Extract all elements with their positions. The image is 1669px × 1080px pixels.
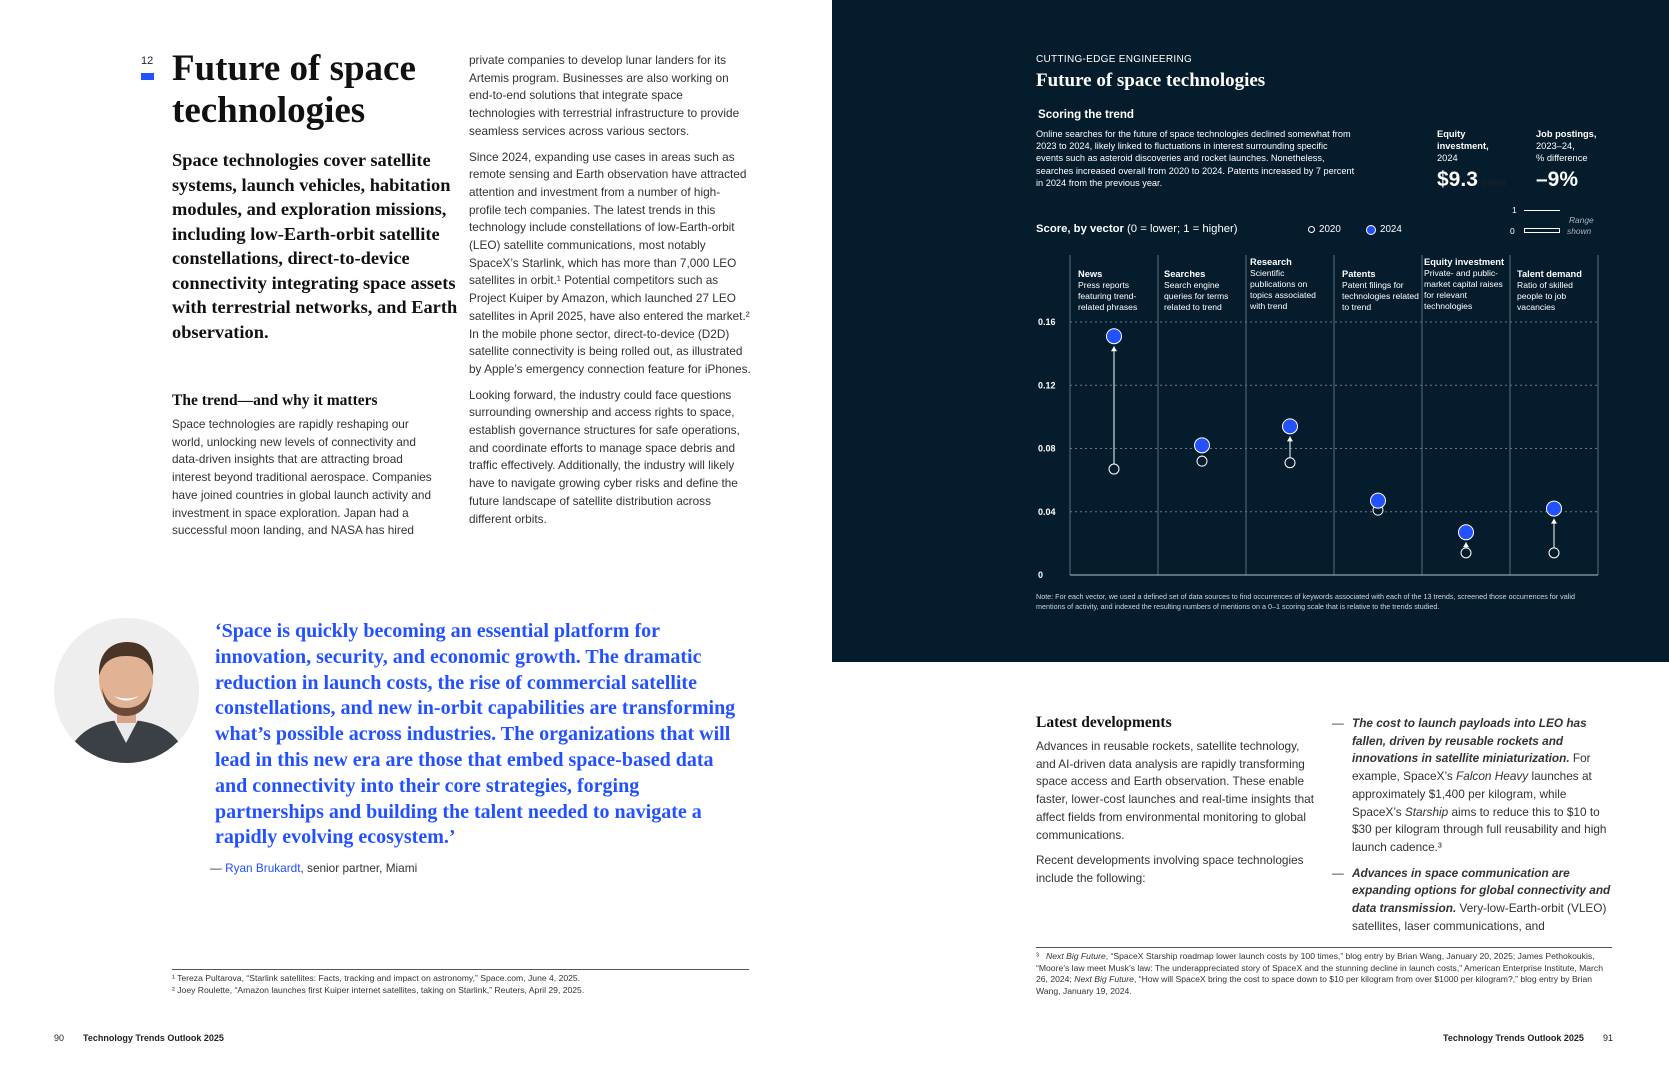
range-one: 1 <box>1512 205 1517 215</box>
legend-2024-marker <box>1366 225 1376 235</box>
equity-label-3: 2024 <box>1437 152 1458 163</box>
point-2024 <box>1195 438 1210 453</box>
y-tick-label: 0.04 <box>1038 506 1056 517</box>
footer-title-left: Technology Trends Outlook 2025 <box>83 1033 224 1043</box>
category-desc: Ratio of skilled people to job vacancies <box>1517 280 1573 312</box>
body-paragraph: private companies to develop lunar landers for its Artemis program. Businesses are also working on end-to-end solutions that integrate space technologies with terrestrial infrastructure to provide seamless services across various sectors. <box>469 53 740 138</box>
change-arrowhead <box>1463 542 1469 547</box>
jobs-label-3: % difference <box>1536 152 1588 163</box>
equity-unit: billion <box>1482 178 1506 189</box>
point-2024 <box>1547 501 1562 516</box>
author-role: , senior partner, Miami <box>300 861 418 875</box>
range-label-1: Range <box>1569 215 1594 225</box>
page-number-right: 91 <box>1603 1033 1614 1043</box>
panel-title: Future of space technologies <box>1036 70 1266 91</box>
y-tick-label: 0.12 <box>1038 380 1056 391</box>
category-name: Searches <box>1164 269 1206 279</box>
developments-column-2 <box>1332 715 1617 943</box>
page-title: Future of space technologies <box>172 48 416 131</box>
avatar <box>54 618 199 763</box>
footnote-text: , “SpaceX Starship roadmap lower launch costs by 100 times,” blog entry by Brian Wang, January 20, 2025; James Pethokoukis, “Moore’s law meet Musk’s law: The underappreciated story of SpaceX and the stunning decline in launch costs,” American Enterprise Institute, March 26, 2024; <box>1036 951 1603 984</box>
bullet-italic: Starship <box>1404 804 1449 819</box>
category-name: Research <box>1250 257 1292 267</box>
panel-description: Online searches for the future of space technologies declined somewhat from 2023 to 2024, likely linked to fluctuations in interest surrounding specific events such as asteroid discoveries and rocket launches. Nonetheless, searches increased overall from 2020 to 2024. Patents increased by 7 percent in 2024 from the previous year. <box>1036 129 1355 188</box>
jobs-stat <box>1536 129 1626 192</box>
panel-note: Note: For each vector, we used a defined set of data sources to find occurrences of keywords associated with each of the 13 trends, screened those occurrences for valid mentions of activity, and indexed the resulting numbers of mentions on a 0–1 scoring scale that is relative to the trends studied. <box>1036 592 1575 611</box>
bullet-dash: — <box>1332 865 1344 880</box>
range-zero: 0 <box>1510 226 1515 236</box>
bullet-body: Very-low-Earth-orbit (VLEO) satellites, laser communications, and <box>1352 901 1607 933</box>
footnotes <box>172 973 749 996</box>
category-name: Talent demand <box>1517 269 1582 279</box>
footnote-divider <box>1036 947 1612 948</box>
footnote-number: ³ <box>1036 951 1039 961</box>
category-desc: Private- and public-market capital raises for relevant technologies <box>1424 268 1503 311</box>
y-tick-label: 0.08 <box>1038 443 1056 454</box>
equity-label-1: Equity <box>1437 129 1466 139</box>
y-tick-label: 0.16 <box>1038 317 1056 327</box>
footnote-italic: Next Big Future <box>1046 951 1106 961</box>
footnote-text: , “How will SpaceX bring the cost to space down to $10 per kilogram from over $1000 per kilogram?,” blog entry by Brian Wang, January 19, 2024. <box>1036 974 1593 996</box>
category-desc: Scientific publications on topics associated with trend <box>1250 268 1316 311</box>
point-2020 <box>1109 464 1119 474</box>
bullet-text <box>1352 865 1617 936</box>
change-arrowhead <box>1111 346 1117 351</box>
bullet-body: For example, SpaceX’s <box>1352 751 1591 784</box>
footnote: ² Joey Roulette, “Amazon launches first Kuiper internet satellites, taking on Starlink,” Reuters, April 29, 2025. <box>172 984 585 995</box>
category-name: Patents <box>1342 269 1376 279</box>
score-title-rest: (0 = lower; 1 = higher) <box>1123 223 1238 235</box>
point-2024 <box>1371 493 1386 508</box>
footer-title-right: Technology Trends Outlook 2025 <box>1443 1033 1584 1043</box>
jobs-value: –9% <box>1536 168 1579 192</box>
change-arrowhead <box>1287 436 1293 441</box>
bullet-dash: — <box>1332 716 1344 730</box>
body-paragraph: Advances in reusable rockets, satellite technology, and AI-driven data analysis are rapidly transforming space access and Earth observation. These enable faster, lower-cost launches and real-time insights that affect fields from environmental monitoring to global communications. <box>1036 739 1315 842</box>
equity-label-2: investment, <box>1437 140 1489 151</box>
quote-attribution <box>210 861 417 875</box>
y-tick-label: 0 <box>1038 570 1044 580</box>
category-name: Equity investment <box>1424 257 1505 267</box>
developments-column-1 <box>1036 738 1316 896</box>
section-heading-developments: Latest developments <box>1036 714 1172 731</box>
score-title <box>1036 223 1238 235</box>
footnote-divider <box>172 969 749 970</box>
portrait-illustration <box>54 618 199 763</box>
bullet-lead: The cost to launch payloads into LEO has fallen, driven by reusable rockets and innovations in satellite miniaturization. <box>1352 716 1587 766</box>
body-column-2 <box>469 52 751 536</box>
list-item <box>1332 865 1617 936</box>
bullet-italic: Falcon Heavy <box>1456 769 1529 784</box>
jobs-label-2: 2023–24, <box>1536 140 1575 151</box>
body-paragraph: Looking forward, the industry could face questions surrounding ownership and access rights to space, establish governance structures for safe operations, and coordinate efforts to manage space debris and traffic effectively. Additionally, the industry will likely have to navigate growing cyber risks and define the future landscape of satellite distribution across different orbits. <box>469 387 740 526</box>
category-desc: Search engine queries for terms related to trend <box>1164 280 1229 312</box>
point-2020 <box>1197 456 1207 466</box>
lead-paragraph: Space technologies cover satellite systems, launch vehicles, habitation modules, and exploration missions, including low-Earth-orbit satellite constellations, direct-to-device connectivity integrating space assets with terrestrial networks, and Earth observation. <box>172 150 458 342</box>
page-number-left: 90 <box>54 1033 65 1043</box>
panel-eyebrow: CUTTING-EDGE ENGINEERING <box>1036 54 1193 65</box>
point-2024 <box>1283 419 1298 434</box>
change-arrowhead <box>1551 519 1557 524</box>
range-label-2: shown <box>1567 226 1592 236</box>
category-name: News <box>1078 269 1103 279</box>
jobs-label-1: Job postings, <box>1536 129 1597 139</box>
category-desc: Press reports featuring trend-related phrases <box>1078 280 1138 312</box>
bullet-body: aims to reduce this to $10 to $30 per kilogram through full reusability and high launch cadence.³ <box>1352 804 1607 854</box>
point-2024 <box>1107 329 1122 344</box>
list-item <box>1332 715 1617 857</box>
bullet-body: launches at approximately $1,400 per kilogram, while SpaceX’s <box>1352 769 1592 819</box>
panel-subtitle: Scoring the trend <box>1038 108 1134 121</box>
footnote-italic: Next Big Future <box>1074 974 1134 984</box>
legend-2024-label: 2024 <box>1380 224 1402 235</box>
footnotes <box>1036 951 1612 997</box>
bullet-text <box>1352 715 1617 857</box>
point-2020 <box>1549 548 1559 558</box>
point-2020 <box>1461 548 1471 558</box>
body-paragraph: Recent developments involving space technologies include the following: <box>1036 853 1304 885</box>
legend-2024 <box>1366 224 1402 235</box>
legend-2020-label: 2020 <box>1319 224 1341 235</box>
equity-stat <box>1437 129 1527 192</box>
score-title-bold: Score, by vector <box>1036 223 1124 235</box>
category-desc: Patent filings for technologies related to trend <box>1342 280 1419 312</box>
pull-quote: ‘Space is quickly becoming an essential platform for innovation, security, and economic growth. The dramatic reduction in launch costs, the rise of commercial satellite constellations, and new in-orbit capabilities are transforming what’s possible across industries. The organizations that will lead in this new era are those that embed space-based data and connectivity into their core strategies, forging partnerships and building the talent needed to navigate a rapidly evolving ecosystem.’ <box>215 620 736 849</box>
equity-value: $9.3 <box>1437 168 1478 192</box>
point-2024 <box>1459 525 1474 540</box>
legend-2020-marker <box>1308 226 1315 233</box>
point-2020 <box>1285 458 1295 468</box>
body-column-1: Space technologies are rapidly reshaping our world, unlocking new levels of connectivity and data-driven insights that are attracting broad interest beyond traditional aerospace. Companies have joined countries in global launch activity and investment in space exploration. Japan had a successful moon landing, and NASA has hired <box>172 417 432 538</box>
section-heading-trend: The trend—and why it matters <box>172 392 378 409</box>
quote-dash: — <box>210 861 226 875</box>
score-chart <box>1030 255 1610 587</box>
legend-2020 <box>1308 224 1341 235</box>
chapter-number: 12 <box>141 55 154 67</box>
body-paragraph: Since 2024, expanding use cases in areas such as remote sensing and Earth observation have attracted attention and investment from a number of high-profile tech companies. The latest trends in this technology include constellations of low-Earth-orbit (LEO) satellite communications, most notably SpaceX’s Starlink, which has more than 7,000 LEO satellites in orbit.¹ Potential competitors such as Project Kuiper by Amazon, which launched 27 LEO satellites in April 2025, have also entered the market.² In the mobile phone sector, direct-to-device (D2D) satellite connectivity is being rolled out, as illustrated by Apple’s emergency connection feature for iPhones. <box>469 149 751 376</box>
bullet-lead: Advances in space communication are expanding options for global connectivity and data transmission. <box>1352 865 1611 916</box>
chapter-marker <box>141 73 154 80</box>
range-box <box>1524 228 1560 233</box>
author-link[interactable]: Ryan Brukardt <box>225 861 301 875</box>
range-line-full <box>1524 210 1560 211</box>
footnote: ¹ Tereza Pultarova, “Starlink satellites: Facts, tracking and impact on astronomy,” Space.com, June 4, 2025. <box>172 973 581 983</box>
